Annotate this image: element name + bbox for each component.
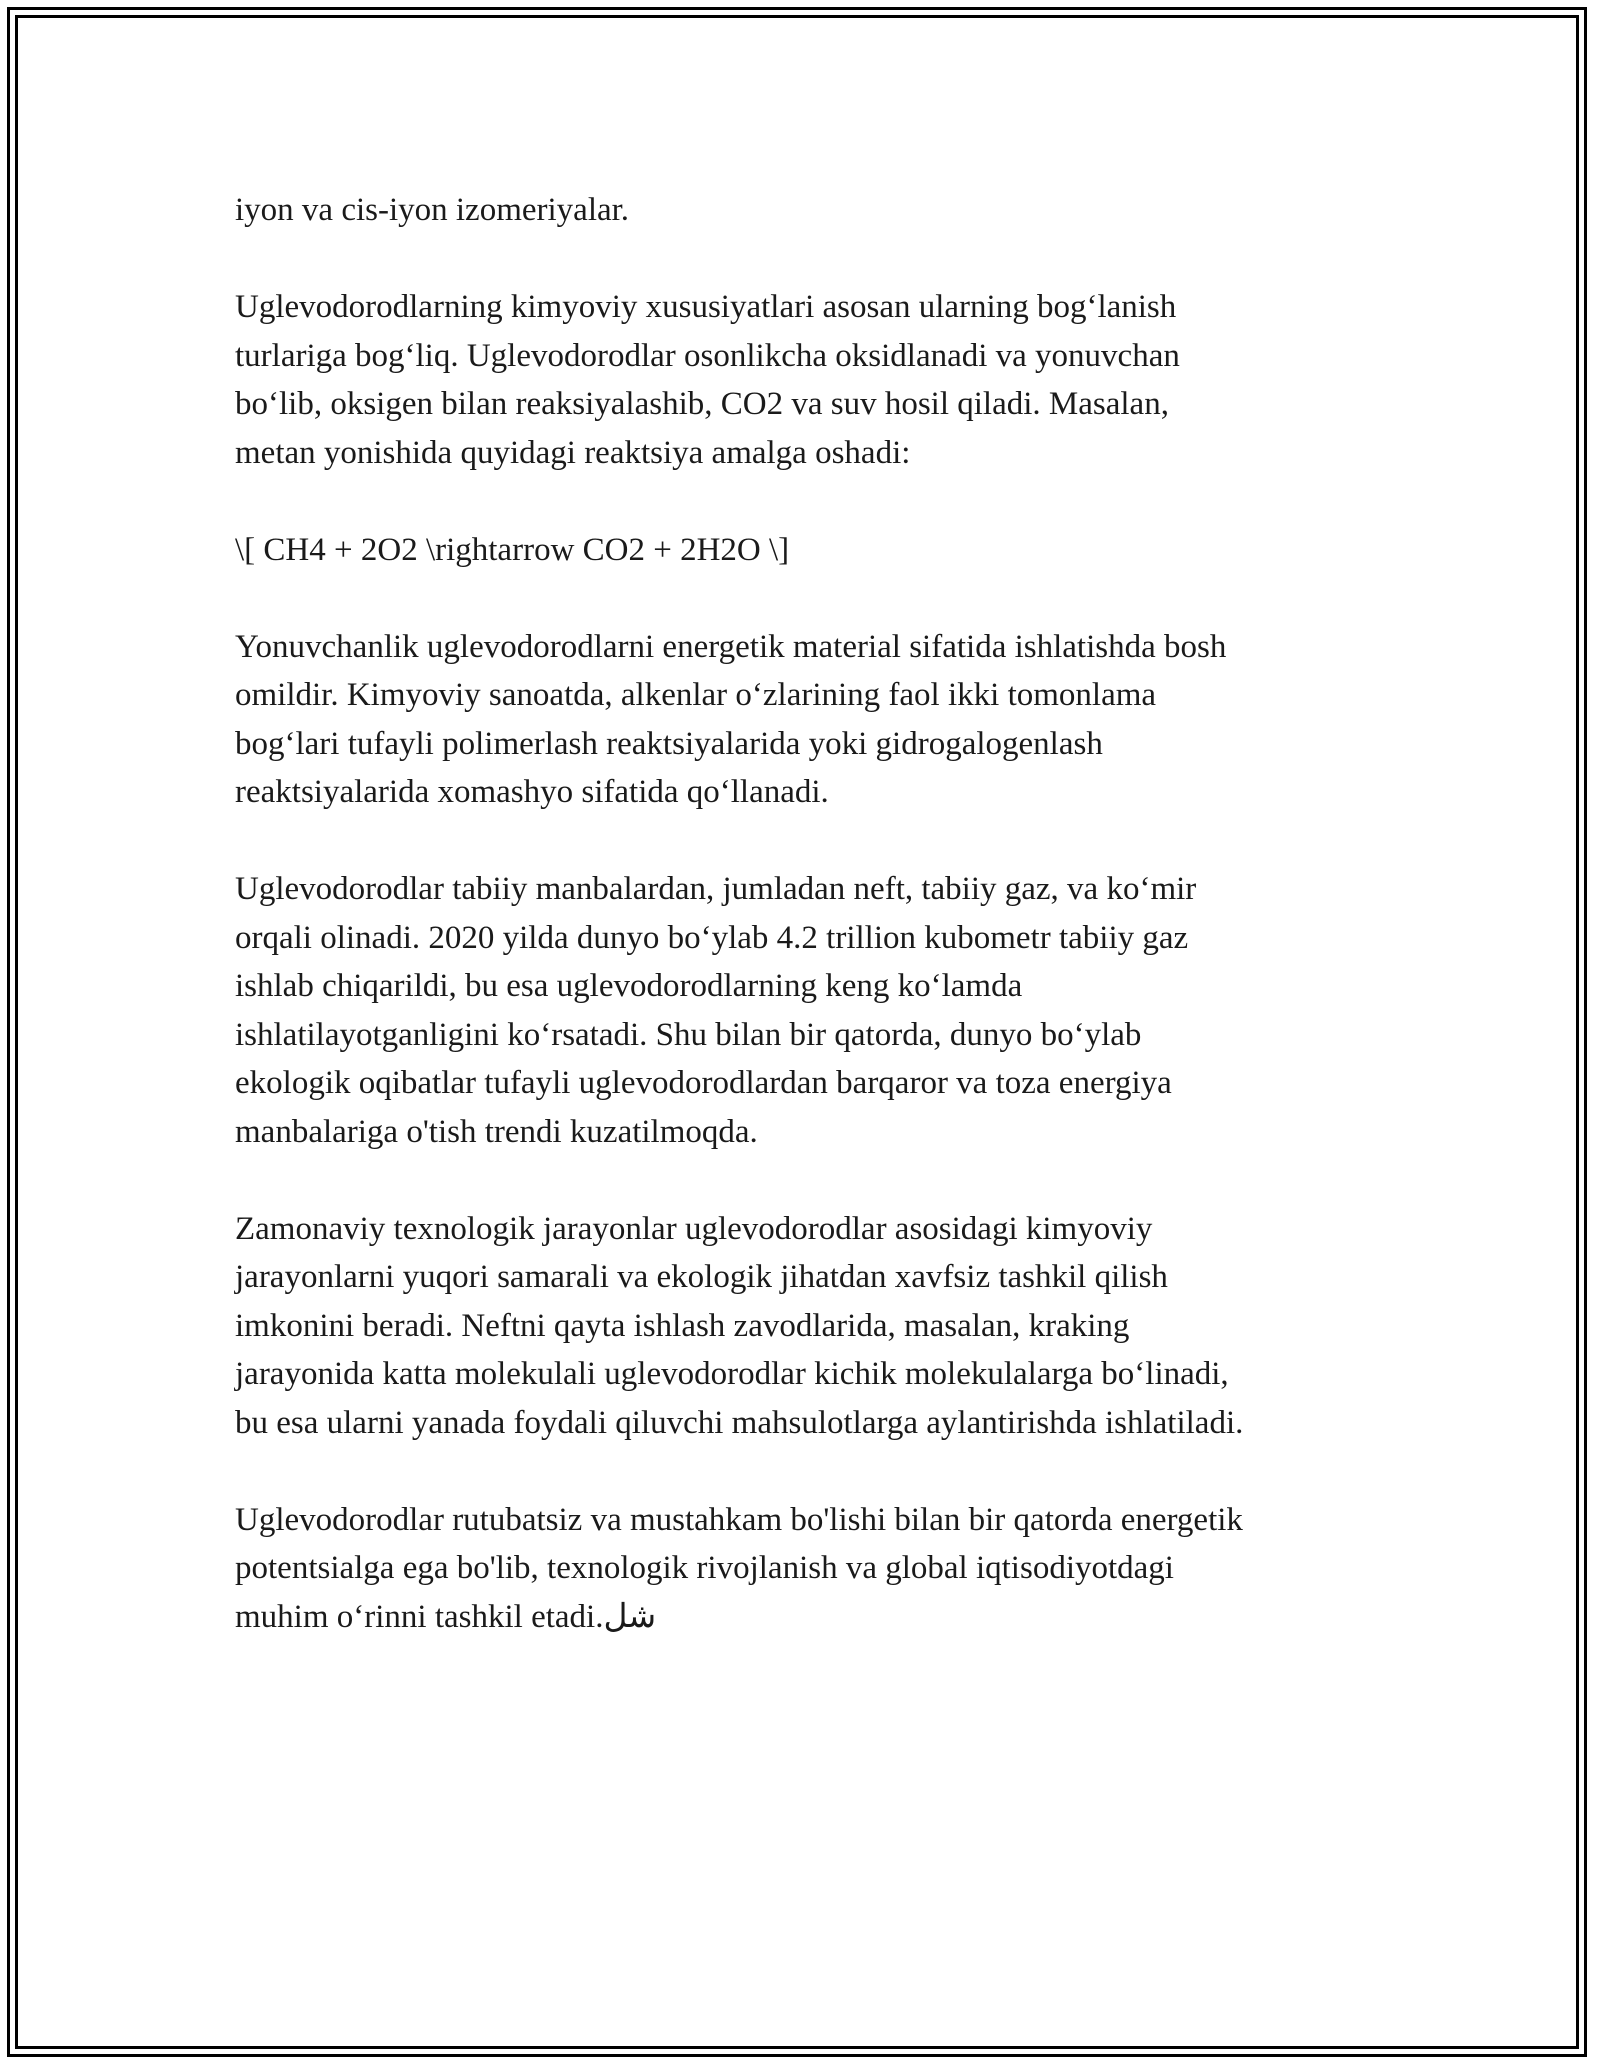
paragraph-6: Uglevodorodlar rutubatsiz va mustahkam bo'lishi bilan bir qatorda energetik potentsialga ega bo'lib, texnologik rivojlanish va global iqtisodiyotdagi muhim o‘rinni tashkil etadi.شل: [235, 1501, 1243, 1635]
paragraph-1: iyon va cis-iyon izomeriyalar.: [235, 192, 630, 228]
paragraph-5: Zamonaviy texnologik jarayonlar uglevodorodlar asosidagi kimyoviy jarayonlarni yuqori samarali va ekologik jihatdan xavfsiz tashkil qilish imkonini beradi. Neftni qayta ishlash zavodlarida, masalan, kraking jarayonida katta molekulali uglevodorodlar kichik molekulalarga bo‘linadi, bu esa ularni yanada foydali qiluvchi mahsulotlarga aylantirishda ishlatiladi.: [235, 1210, 1244, 1441]
paragraph-4: Uglevodorodlar tabiiy manbalardan, jumladan neft, tabiiy gaz, va ko‘mir orqali olinadi. 2020 yilda dunyo bo‘ylab 4.2 trillion kubometr tabiiy gaz ishlab chiqarildi, bu esa uglevodorodlarning keng ko‘lamda ishlatilayotganligini ko‘rsatadi. Shu bilan bir qatorda, dunyo bo‘ylab ekologik oqibatlar tufayli uglevodorodlardan barqaror va toza energiya manbalariga o'tish trendi kuzatilmoqda.: [235, 871, 1197, 1150]
document-body: [235, 186, 1365, 1690]
paragraph-2: Uglevodorodlarning kimyoviy xususiyatlari asosan ularning bog‘lanish turlariga bog‘liq. Uglevodorodlar osonlikcha oksidlanadi va yonuvchan bo‘lib, oksigen bilan reaksiyalashib, CO2 va suv hosil qiladi. Masalan, metan yonishida quyidagi reaktsiya amalga oshadi:: [235, 289, 1180, 471]
paragraph-3: Yonuvchanlik uglevodorodlarni energetik material sifatida ishlatishda bosh omildir. Kimyoviy sanoatda, alkenlar o‘zlarining faol ikki tomonlama bog‘lari tufayli polimerlash reaktsiyalarida yoki gidrogalogenlash reaktsiyalarida xomashyo sifatida qo‘llanadi.: [235, 628, 1227, 810]
equation-line: \[ CH4 + 2O2 \rightarrow CO2 + 2H2O \]: [235, 531, 790, 568]
